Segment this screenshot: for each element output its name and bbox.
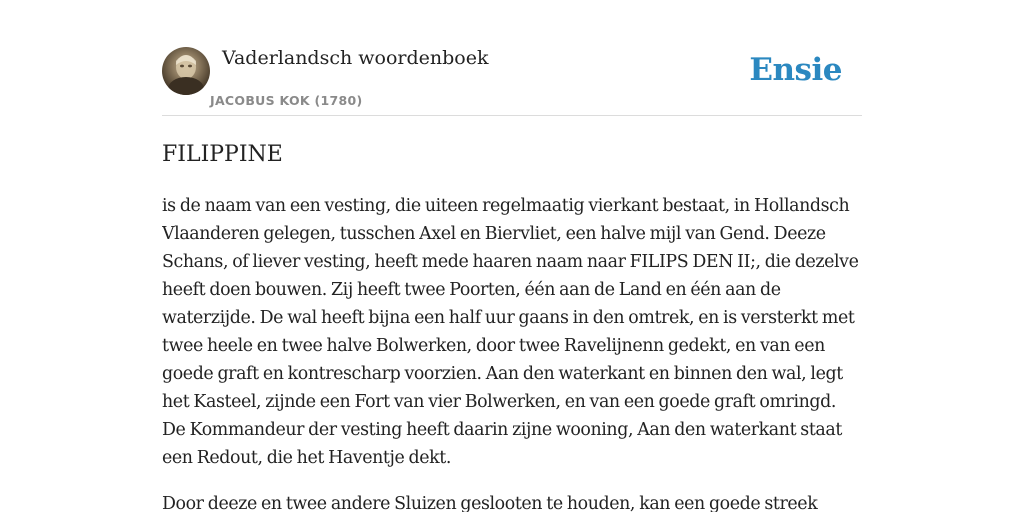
entry-title: FILIPPINE bbox=[162, 142, 283, 167]
paragraph-line: het Kasteel, zijnde een Fort van vier Bolwerken, en van een goede graft omringd. bbox=[162, 392, 837, 412]
paragraph-line: Schans, of liever vesting, heeft mede haaren naam naar FILIPS DEN II;, die dezelve bbox=[162, 252, 859, 272]
paragraph-line: goede graft en kontrescharp voorzien. Aan den waterkant en binnen den wal, legt bbox=[162, 364, 843, 384]
author-link[interactable]: JACOBUS KOK (1780) bbox=[210, 93, 363, 108]
paragraph-line: waterzijde. De wal heeft bijna een half uur gaans in den omtrek, en is versterkt met bbox=[162, 308, 855, 328]
paragraph-line: is de naam van een vesting, die uiteen regelmaatig vierkant bestaat, in Hollandsch bbox=[162, 196, 850, 216]
paragraph-line: Vlaanderen gelegen, tusschen Axel en Biervliet, een halve mijl van Gend. Deeze bbox=[162, 224, 826, 244]
book-title-link[interactable]: Vaderlandsch woordenboek bbox=[222, 47, 489, 69]
entry-header bbox=[162, 0, 862, 116]
paragraph-line: heeft doen bouwen. Zij heeft twee Poorten, één aan de Land en één aan de bbox=[162, 280, 781, 300]
paragraph-line: een Redout, die het Haventje dekt. bbox=[162, 448, 451, 468]
paragraph-line: twee heele en twee halve Bolwerken, door twee Ravelijnenn gedekt, en van een bbox=[162, 336, 825, 356]
author-portrait-icon[interactable] bbox=[162, 47, 210, 95]
ensie-logo[interactable]: Ensie bbox=[749, 52, 842, 88]
entry-paragraph-2: Door deeze en twee andere Sluizen geslooten te houden, kan een goede streek bbox=[162, 494, 818, 512]
paragraph-line: De Kommandeur der vesting heeft daarin zijne wooning, Aan den waterkant staat bbox=[162, 420, 842, 440]
entry-paragraph-1 bbox=[162, 192, 862, 472]
